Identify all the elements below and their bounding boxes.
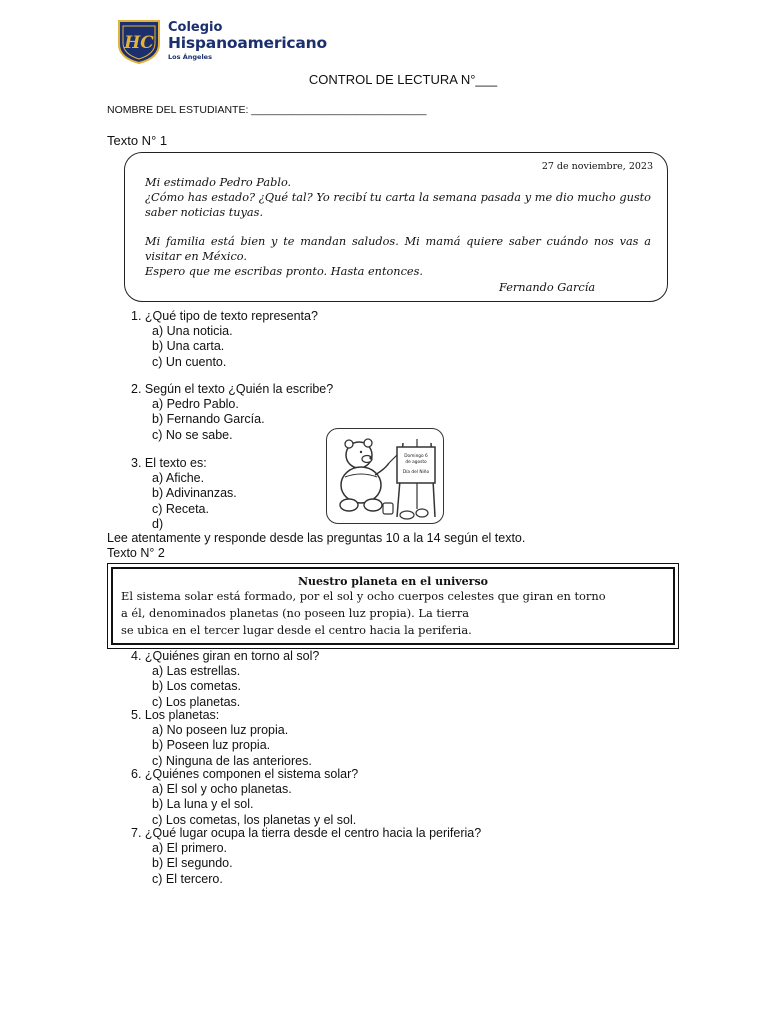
question-block-5 <box>131 708 312 769</box>
letter-paragraph-1: ¿Cómo has estado? ¿Qué tal? Yo recibí tu carta la semana pasada y me dio mucho gusto saber noticias tuyas. <box>145 191 651 219</box>
q4-option-a: a) Las estrellas. <box>152 664 241 679</box>
letter-greeting: Mi estimado Pedro Pablo. <box>145 176 292 189</box>
instruction-text: Lee atentamente y responde desde las preguntas 10 a la 14 según el texto. <box>107 531 526 545</box>
text2-box <box>107 563 679 649</box>
question-3: 3. El texto es: <box>131 456 207 470</box>
q5-option-b: b) Poseen luz propia. <box>152 738 271 753</box>
bear-painting-illustration <box>327 429 443 523</box>
q6-option-b: b) La luna y el sol. <box>152 797 254 812</box>
q3-option-c: c) Receta. <box>152 501 209 516</box>
q1-option-c: c) Un cuento. <box>152 354 227 369</box>
text2-box-inner <box>111 567 675 645</box>
school-crest-icon <box>116 18 162 64</box>
sign-line-1: Domingo 6 <box>404 454 428 459</box>
text2-line-2: a él, denominados planetas (no poseen luz propia). La tierra <box>121 606 470 620</box>
text2-line-1: El sistema solar está formado, por el sol y ocho cuerpos celestes que giran en torno <box>121 589 606 603</box>
q4-option-b: b) Los cometas. <box>152 679 241 694</box>
question-block-4 <box>131 649 319 710</box>
q5-option-c: c) Ninguna de las anteriores. <box>152 753 312 768</box>
logo-line2: Hispanoamericano <box>168 34 327 52</box>
letter-box <box>124 152 668 302</box>
q2-option-c: c) No se sabe. <box>152 427 233 442</box>
sign-line-3: Día del Niño <box>402 470 430 475</box>
q1-option-b: b) Una carta. <box>152 339 225 354</box>
text2-title: Nuestro planeta en el universo <box>297 575 489 588</box>
document-title: CONTROL DE LECTURA N°___ <box>308 72 498 87</box>
text2-label: Texto N° 2 <box>107 546 165 560</box>
q5-option-a: a) No poseen luz propia. <box>152 723 289 738</box>
student-name-label: NOMBRE DEL ESTUDIANTE: ______________________________ <box>107 104 427 116</box>
q3-option-a: a) Afiche. <box>152 471 205 486</box>
logo-line3: Los Ángeles <box>168 53 212 61</box>
question-block-7 <box>131 826 481 887</box>
question-block-3 <box>131 456 237 532</box>
question-6: 6. ¿Quiénes componen el sistema solar? <box>131 767 359 781</box>
text2-line-3: se ubica en el tercer lugar desde el centro hacia la periferia. <box>121 623 472 637</box>
question-2: 2. Según el texto ¿Quién la escribe? <box>131 382 334 396</box>
letter-date: 27 de noviembre, 2023 <box>541 161 653 172</box>
text1-label: Texto N° 1 <box>107 133 168 148</box>
q2-option-b: b) Fernando García. <box>152 412 265 427</box>
q1-option-a: a) Una noticia. <box>152 324 233 339</box>
q7-option-b: b) El segundo. <box>152 856 233 871</box>
question-block-2 <box>131 382 333 443</box>
letter-signature: Fernando García <box>499 281 596 294</box>
letter-paragraph-3: Espero que me escribas pronto. Hasta entonces. <box>145 265 423 278</box>
question-5: 5. Los planetas: <box>131 708 220 722</box>
letter-paragraph-2: Mi familia está bien y te mandan saludos. Mi mamá quiere saber cuándo nos vas a visitar en México. <box>145 235 651 263</box>
logo-mark: HC <box>124 33 154 53</box>
q3-option-b: b) Adivinanzas. <box>152 486 237 501</box>
q6-option-a: a) El sol y ocho planetas. <box>152 782 292 797</box>
school-logo <box>116 18 326 64</box>
question-block-6 <box>131 767 358 828</box>
question-1: 1. ¿Qué tipo de texto representa? <box>131 309 318 323</box>
q2-option-a: a) Pedro Pablo. <box>152 397 239 412</box>
q7-option-c: c) El tercero. <box>152 871 223 886</box>
illustration-frame <box>326 428 444 524</box>
question-block-1 <box>131 309 318 370</box>
logo-line1: Colegio <box>168 20 223 35</box>
question-7: 7. ¿Qué lugar ocupa la tierra desde el centro hacia la periferia? <box>131 826 482 840</box>
question-4: 4. ¿Quiénes giran en torno al sol? <box>131 649 320 663</box>
q4-option-c: c) Los planetas. <box>152 694 241 709</box>
q7-option-a: a) El primero. <box>152 841 228 856</box>
sign-line-2: de agosto <box>405 460 427 465</box>
q3-option-d: d) <box>152 516 164 531</box>
q6-option-c: c) Los cometas, los planetas y el sol. <box>152 812 357 827</box>
